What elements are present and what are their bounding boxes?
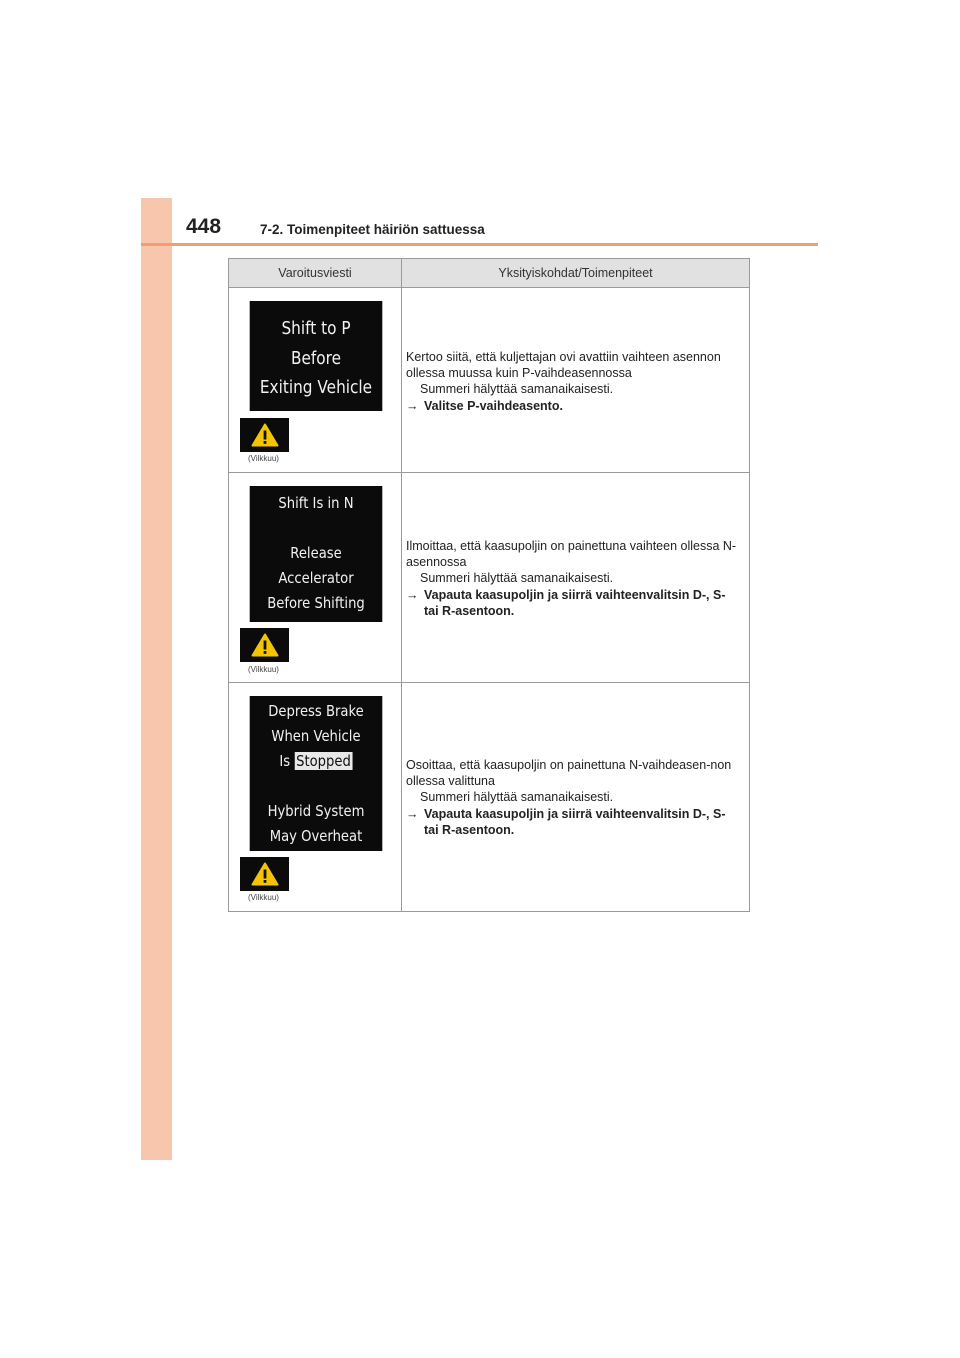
warning-triangle-icon [251,862,279,886]
display-line: May Overheat [269,827,363,845]
action-line [406,398,742,414]
column-header-details-actions: Yksityiskohdat/Toimenpiteet [402,259,750,288]
warning-light-box [240,628,289,662]
display-line: Accelerator [278,569,354,587]
page-number: 448 [186,215,222,238]
warning-triangle-icon [251,633,279,657]
display-line: Shift Is in N [278,494,354,512]
highlighted-word: Stopped [296,752,351,770]
buzzer-note: Summeri hälyttää samanaikaisesti. [420,790,614,805]
action-line [406,587,742,619]
multi-info-display [250,696,383,851]
warning-message-cell [229,288,402,473]
display-line: Shift to P [281,318,351,339]
blink-caption: (Vilkkuu) [248,893,279,902]
blink-caption: (Vilkkuu) [248,454,279,463]
display-word: Is [279,752,291,770]
details-cell [402,288,750,473]
display-line: Depress Brake [268,702,364,720]
buzzer-note: Summeri hälyttää samanaikaisesti. [420,571,614,586]
multi-info-display [250,301,383,411]
chapter-side-strip [141,198,172,1160]
details-cell [402,473,750,683]
display-line: Exiting Vehicle [259,377,373,398]
arrow-icon: → [406,806,419,821]
display-line: Hybrid System [267,802,365,820]
table-row [229,473,750,683]
table-header-row [229,259,750,288]
details-text [402,683,749,838]
description-text: Ilmoittaa, että kaasupoljin on painettuna vaihteen ollessa N-asennossa [406,539,737,570]
description-text: Osoittaa, että kaasupoljin on painettuna N-vaihdeasen-non ollessa valittuna [406,758,732,789]
action-text: Vapauta kaasupoljin ja siirrä vaihteenvalitsin D-, S- tai R-asentoon. [424,806,726,837]
arrow-icon: → [406,587,419,602]
action-text: Valitse P-vaihdeasento. [424,398,563,413]
warning-message-table [228,258,750,912]
arrow-icon: → [406,398,419,413]
details-cell [402,683,750,912]
details-text [402,288,749,414]
column-header-warning-message: Varoitusviesti [229,259,402,288]
warning-light-box [240,418,289,452]
details-text [402,473,749,619]
display-line: Before [290,347,342,369]
display-line [250,749,383,774]
display-line: When Vehicle [271,727,361,745]
warning-light-box [240,857,289,891]
header-rule [141,243,818,246]
warning-message-cell [229,683,402,912]
blink-caption: (Vilkkuu) [248,665,279,674]
description-text: Kertoo siitä, että kuljettajan ovi avattiin vaihteen asennon ollessa muussa kuin P-vaihdeasennossa [406,350,721,381]
action-line [406,806,742,838]
section-title: 7-2. Toimenpiteet häiriön sattuessa [260,222,485,237]
warning-message-cell [229,473,402,683]
table-row [229,288,750,473]
multi-info-display [250,486,383,622]
display-line: Release [290,544,342,562]
action-text: Vapauta kaasupoljin ja siirrä vaihteenvalitsin D-, S- tai R-asentoon. [424,587,726,618]
display-line: Before Shifting [267,594,365,612]
buzzer-note: Summeri hälyttää samanaikaisesti. [420,382,614,397]
warning-triangle-icon [251,423,279,447]
table-row [229,683,750,912]
